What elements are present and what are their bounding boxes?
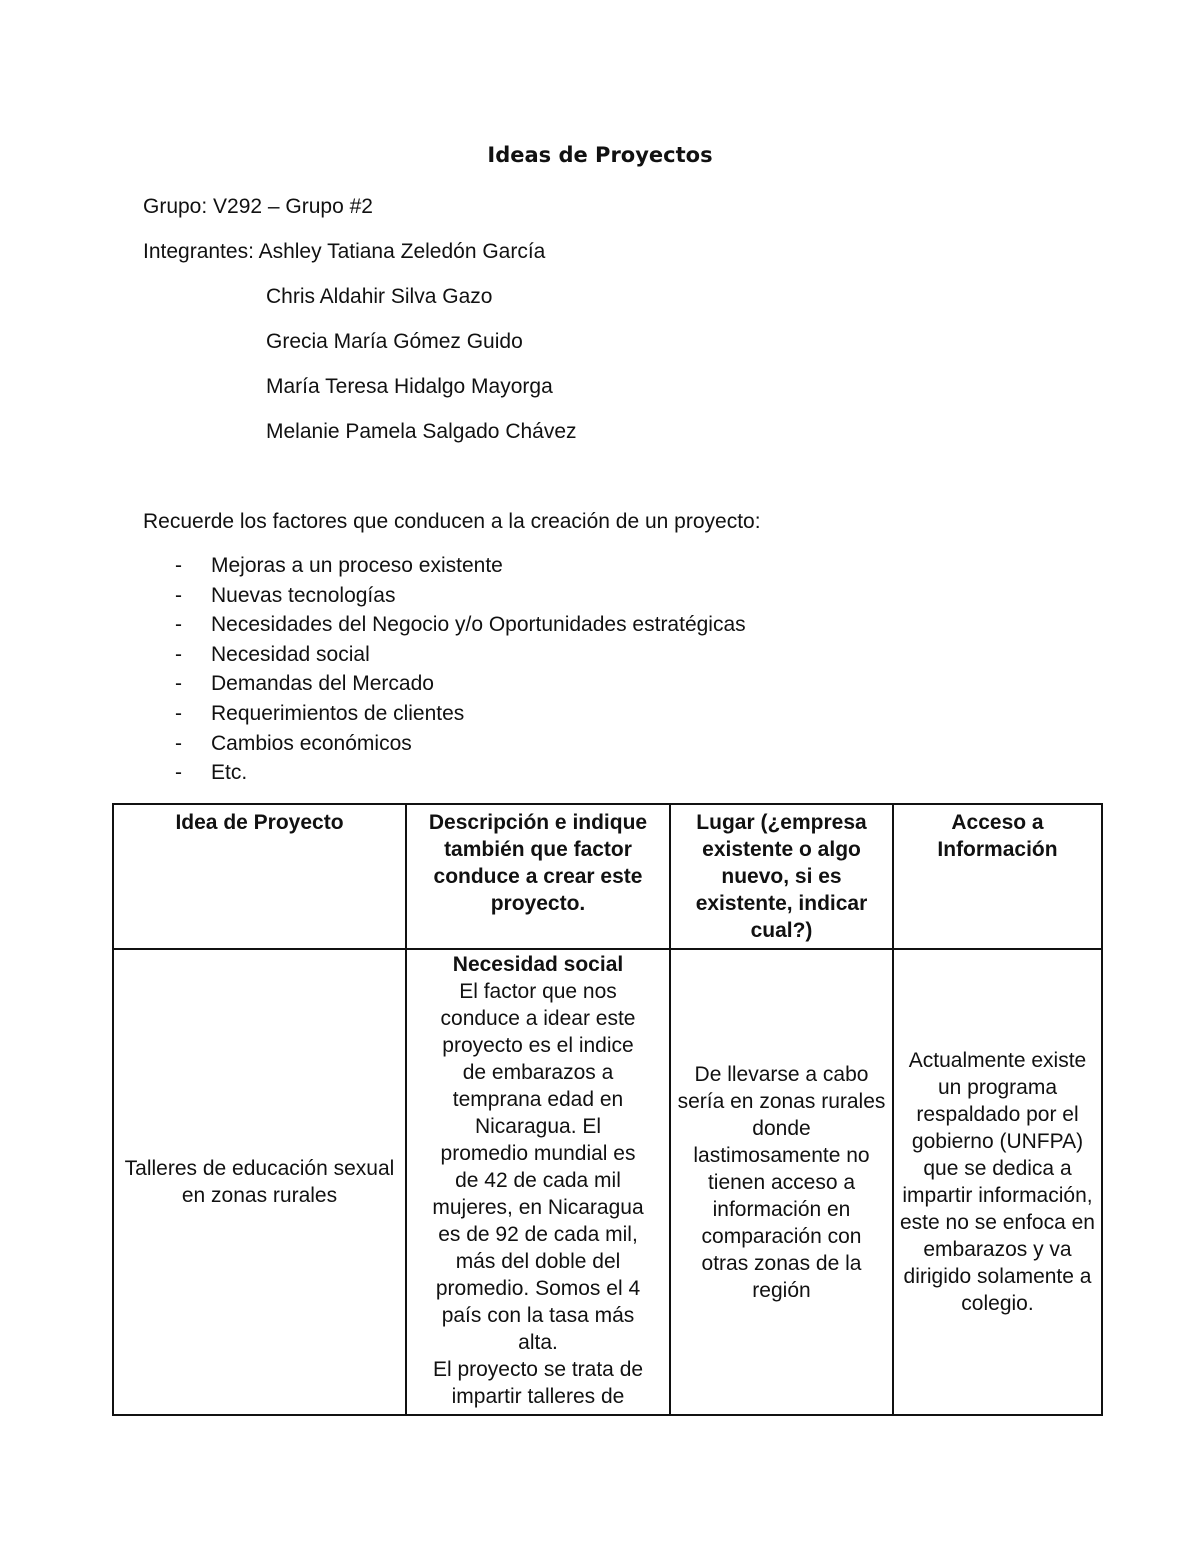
member-name: María Teresa Hidalgo Mayorga [266, 375, 553, 398]
document-title: Ideas de Proyectos [487, 143, 713, 167]
header-idea: Idea de Proyecto [113, 804, 406, 949]
members-label: Integrantes: Ashley Tatiana Zeledón García [143, 240, 546, 263]
description-factor: Necesidad social [452, 953, 624, 976]
bullet-dash: - [175, 583, 182, 607]
header-description: Descripción e indique también que factor conduce a crear este proyecto. [406, 804, 670, 949]
factor-text: Nuevas tecnologías [211, 583, 396, 607]
bullet-dash: - [175, 731, 182, 755]
factors-intro: Recuerde los factores que conducen a la creación de un proyecto: [143, 510, 761, 533]
cell-idea: Talleres de educación sexual en zonas rurales [113, 949, 406, 1415]
description-line: temprana edad en [452, 1088, 624, 1111]
description-line: Nicaragua. El [474, 1115, 602, 1138]
description-line: promedio mundial es [440, 1142, 636, 1165]
description-line: de embarazos a [462, 1061, 614, 1084]
description-line: El factor que nos [459, 980, 617, 1003]
bullet-dash: - [175, 554, 182, 577]
description-line: mujeres, en Nicaragua [432, 1196, 644, 1219]
bullet-dash: - [175, 761, 182, 785]
description-line: de 42 de cada mil [455, 1169, 621, 1192]
bullet-dash: - [175, 613, 182, 637]
description-line: conduce a idear este [440, 1007, 636, 1030]
factor-text: Requerimientos de clientes [211, 701, 465, 725]
member-name: Melanie Pamela Salgado Chávez [266, 420, 577, 443]
description-line: es de 92 de cada mil, [438, 1223, 638, 1246]
table-header-row [113, 804, 1102, 949]
cell-access: Actualmente existe un programa respaldado por el gobierno (UNFPA) que se dedica a impartir información, este no se enfoca en embarazos y va dirigido solamente a colegio. [893, 949, 1102, 1415]
member-name: Chris Aldahir Silva Gazo [266, 285, 493, 308]
description-line: promedio. Somos el 4 [435, 1277, 641, 1300]
group-line: Grupo: V292 – Grupo #2 [143, 195, 373, 218]
cell-place: De llevarse a cabo sería en zonas rurales donde lastimosamente no tienen acceso a información en comparación con otras zonas de la región [670, 949, 893, 1415]
factor-text: Etc. [211, 761, 248, 785]
table-row [113, 949, 1102, 1415]
bullet-dash: - [175, 672, 182, 696]
description-line: país con la tasa más [441, 1304, 635, 1327]
bullet-dash: - [175, 701, 182, 725]
description-line: El proyecto se trata de [432, 1358, 644, 1381]
description-line: más del doble del [455, 1250, 621, 1273]
factor-text: Necesidad social [211, 642, 370, 666]
cell-description [406, 949, 670, 1415]
factor-text: Mejoras a un proceso existente [211, 554, 503, 577]
description-line: alta. [518, 1331, 558, 1354]
project-ideas-table [112, 803, 1103, 1416]
bullet-dash: - [175, 642, 182, 666]
header-access: Acceso a Información [893, 804, 1102, 949]
description-line: proyecto es el indice [442, 1034, 634, 1057]
header-place: Lugar (¿empresa existente o algo nuevo, si es existente, indicar cual?) [670, 804, 893, 949]
member-name: Grecia María Gómez Guido [266, 330, 523, 353]
description-line: impartir talleres de [451, 1385, 625, 1408]
factor-text: Cambios económicos [211, 731, 412, 755]
factor-text: Necesidades del Negocio y/o Oportunidades estratégicas [211, 613, 746, 637]
factor-text: Demandas del Mercado [211, 672, 434, 696]
